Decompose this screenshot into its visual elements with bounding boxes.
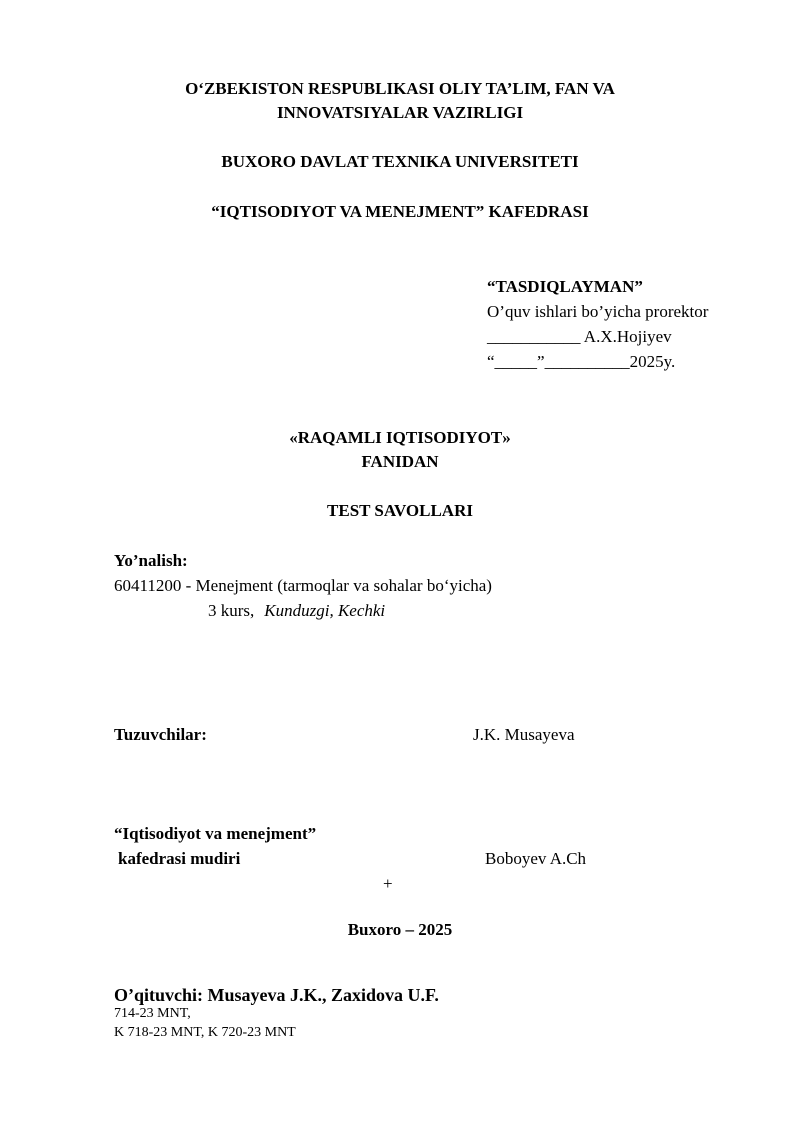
direction-value: 60411200 - Menejment (tarmoqlar va sohalar bo‘yicha) — [114, 576, 492, 595]
head-of-department-name: Boboyev A.Ch — [485, 849, 587, 868]
ministry-line-1: O‘ZBEKISTON RESPUBLIKASI OLIY TA’LIM, FAN VA — [185, 79, 615, 98]
authors-name: J.K. Musayeva — [473, 725, 575, 744]
approval-signature-line: ___________ A.X.Hojiyev — [487, 327, 672, 346]
direction-label: Yo’nalish: — [114, 551, 188, 570]
subject-suffix: FANIDAN — [361, 452, 439, 471]
approval-position: O’quv ishlari bo’yicha prorektor — [487, 302, 709, 321]
teacher-line: O’qituvchi: Musayeva J.K., Zaxidova U.F. — [114, 985, 439, 1005]
course-info — [208, 599, 385, 622]
approval-title: “TASDIQLAYMAN” — [487, 277, 643, 296]
subject-name: «RAQAMLI IQTISODIYOT» — [289, 428, 511, 447]
course-number: 3 kurs, — [208, 601, 255, 620]
university-name: BUXORO DAVLAT TEXNIKA UNIVERSITETI — [221, 152, 579, 171]
ministry-line-2: INNOVATSIYALAR VAZIRLIGI — [276, 103, 524, 122]
document-type: TEST SAVOLLARI — [327, 501, 473, 520]
plus-mark: + — [383, 874, 393, 893]
head-of-department-line-2: kafedrasi mudiri — [118, 849, 241, 868]
study-form: Kunduzgi, Kechki — [264, 601, 386, 620]
group-line-1: 714-23 MNT, — [114, 1006, 191, 1021]
head-of-department-line-1: “Iqtisodiyot va menejment” — [114, 824, 317, 843]
department-name: “IQTISODIYOT VA MENEJMENT” KAFEDRASI — [211, 202, 589, 221]
authors-label: Tuzuvchilar: — [114, 725, 207, 744]
city-year: Buxoro – 2025 — [347, 920, 453, 939]
group-line-2: K 718-23 MNT, K 720-23 MNT — [114, 1025, 296, 1040]
approval-date-line: “_____”__________2025y. — [487, 352, 676, 371]
